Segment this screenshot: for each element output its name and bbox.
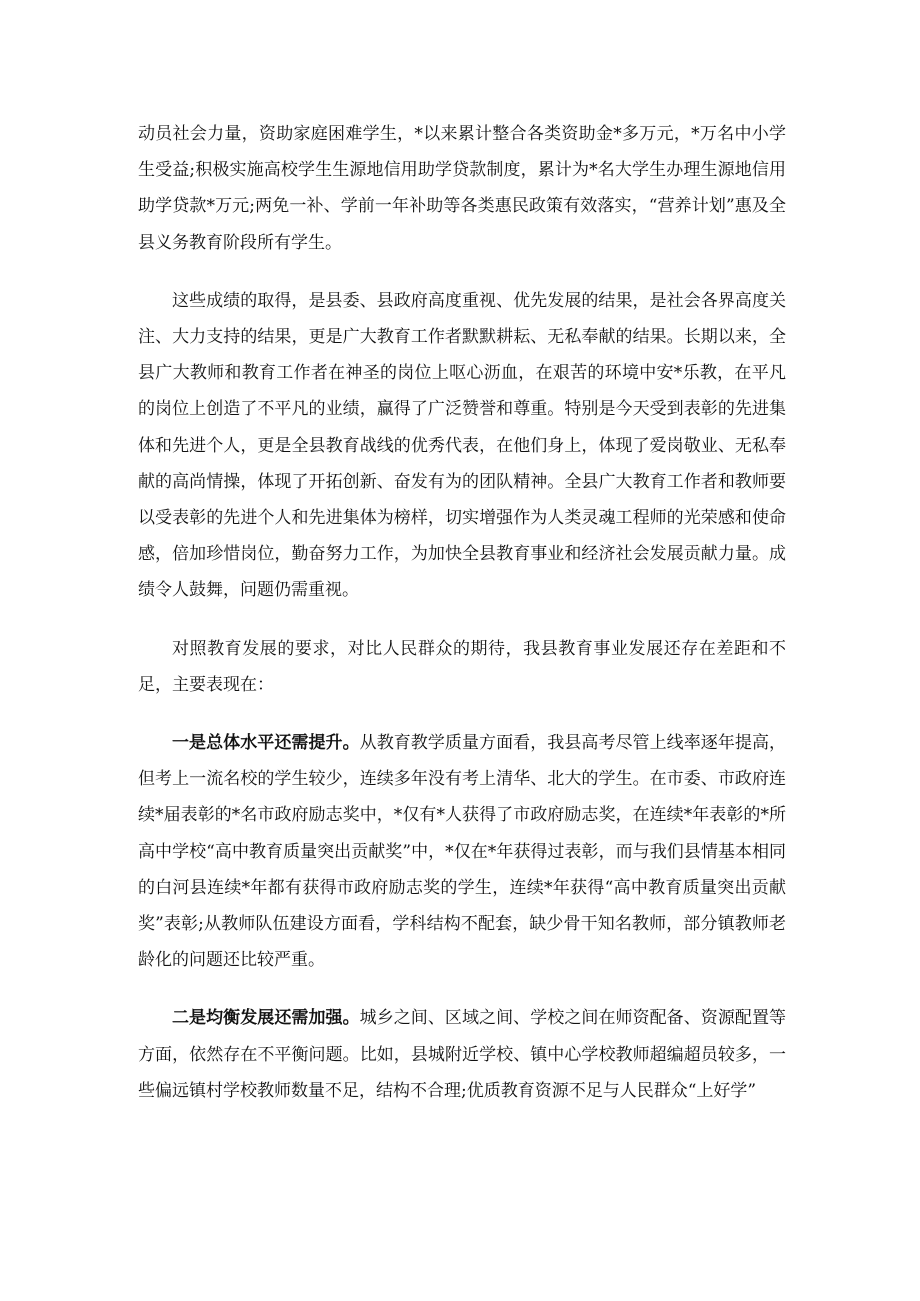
paragraph-shortcomings-intro: [138, 631, 786, 703]
paragraph-text: 对照教育发展的要求，对比人民群众的期待，我县教育事业发展还存在差距和不足，主要表现在：: [138, 638, 786, 695]
paragraph-overall-level: [138, 725, 786, 978]
paragraph-text: 动员社会力量，资助家庭困难学生，*以来累计整合各类资助金*多万元，*万名中小学生受益;积极实施高校学生生源地信用助学贷款制度，累计为*名大学生办理生源地信用助学贷款*万元;两免一补、学前一年补助等各类惠民政策有效落实，“营养计划”惠及全县义务教育阶段所有学生。: [138, 124, 786, 253]
paragraph-text: 城乡之间、区域之间、学校之间在师资配备、资源配置等方面，依然存在不平衡问题。比如，县城附近学校、镇中心学校教师超编超员较多，一些偏远镇村学校教师数量不足，结构不合理;优质教育资源不足与人民群众“上好学”: [138, 1008, 787, 1101]
paragraph-heading: 一是总体水平还需提升。: [172, 733, 360, 754]
paragraph-balanced-development: [138, 1000, 786, 1109]
paragraph-achievements: [138, 283, 786, 609]
document-body: [138, 116, 786, 1131]
paragraph-text: 从教育教学质量方面看，我县高考尽管上线率逐年提高，但考上一流名校的学生较少，连续多年没有考上清华、北大的学生。在市委、市政府连续*届表彰的*名市政府励志奖中，*仅有*人获得了市政府励志奖，在连续*年表彰的*所高中学校“高中教育质量突出贡献奖”中，*仅在*年获得过表彰，而与我们县情基本相同的白河县连续*年都有获得市政府励志奖的学生，连续*年获得“高中教育质量突出贡献奖”表彰;从教师队伍建设方面看，学科结构不配套，缺少骨干知名教师，部分镇教师老龄化的问题还比较严重。: [138, 733, 787, 971]
paragraph-text: 这些成绩的取得，是县委、县政府高度重视、优先发展的结果，是社会各界高度关注、大力支持的结果，更是广大教育工作者默默耕耘、无私奉献的结果。长期以来，全县广大教师和教育工作者在神圣的岗位上呕心沥血，在艰苦的环境中安*乐教，在平凡的岗位上创造了不平凡的业绩，赢得了广泛赞誉和尊重。特别是今天受到表彰的先进集体和先进个人，更是全县教育战线的优秀代表，在他们身上，体现了爱岗敬业、无私奉献的高尚情操，体现了开拓创新、奋发有为的团队精神。全县广大教育工作者和教师要以受表彰的先进个人和先进集体为榜样，切实增强作为人类灵魂工程师的光荣感和使命感，倍加珍惜岗位，勤奋努力工作，为加快全县教育事业和经济社会发展贡献力量。成绩令人鼓舞，问题仍需重视。: [138, 290, 786, 601]
paragraph-student-aid: [138, 116, 786, 261]
paragraph-heading: 二是均衡发展还需加强。: [172, 1008, 360, 1029]
